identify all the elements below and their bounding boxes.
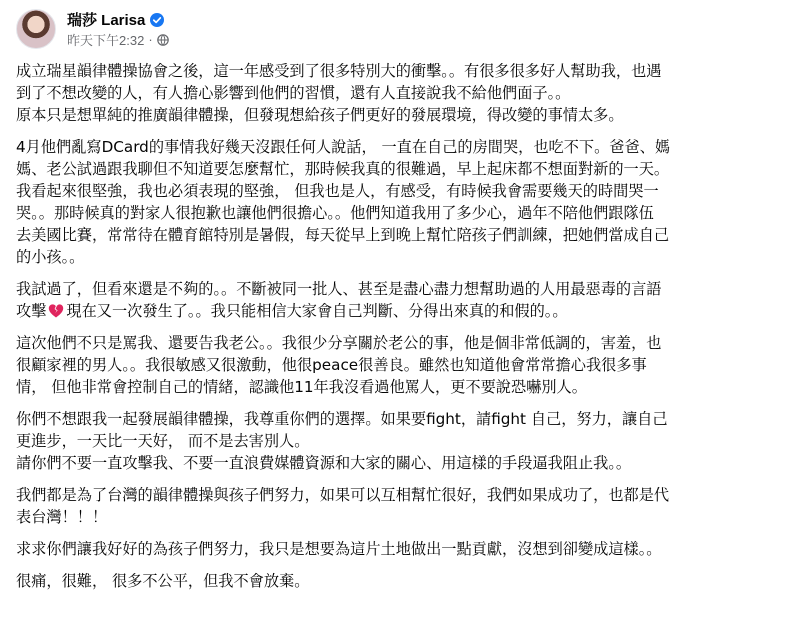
author-row — [67, 10, 169, 30]
paragraph-8 — [16, 570, 786, 592]
text-line: 成立瑞星韻律體操協會之後，這一年感受到了很多特別大的衝擊。。有很多很多好人幫助我，也遇 — [16, 62, 662, 80]
text-line: 媽、老公試過跟我聊但不知道要怎麼幫忙，那時候我真的很難過，早上起床都不想面對新的一天。 — [16, 160, 670, 178]
text-segment: 現在又一次發生了。。我只能相信大家會自己判斷、分得出來真的和假的。。 — [66, 302, 568, 320]
paragraph-4 — [16, 332, 786, 398]
text-line: 我看起來很堅強，我也必須表現的堅強， 但我也是人，有感受，有時候我會需要幾天的時間哭一 — [16, 182, 659, 200]
text-line: 4月他們亂寫DCard的事情我好幾天沒跟任何人說話， 一直在自己的房間哭，也吃不下。爸爸、媽 — [16, 138, 671, 156]
text-line: 更進步，一天比一天好， 而不是去害別人。 — [16, 432, 310, 450]
text-line: 情， 但他非常會控制自己的情緒，認識他11年我沒看過他罵人，更不要說恐嚇別人。 — [16, 378, 587, 396]
text-line: 的小孩。。 — [16, 248, 85, 266]
paragraph-6 — [16, 484, 786, 528]
text-line: 很顧家裡的男人。。我很敏感又很激動，他很peace很善良。雖然也知道他會常常擔心我很多事 — [16, 356, 647, 374]
avatar[interactable] — [16, 9, 56, 49]
text-line: 你們不想跟我一起發展韻律體操，我尊重你們的選擇。如果要fight，請fight 自己，努力，讓自己 — [16, 410, 668, 428]
text-line: 哭。。那時候真的對家人很抱歉也讓他們很擔心。。他們知道我用了多少心，過年不陪他們跟隊伍 — [16, 204, 654, 222]
post-meta — [67, 10, 169, 49]
paragraph-2 — [16, 136, 786, 268]
broken-heart-icon — [48, 303, 64, 319]
text-line: 我試過了，但看來還是不夠的。。不斷被同一批人、甚至是盡心盡力想幫助過的人用最惡毒的言語 — [16, 280, 662, 298]
paragraph-3 — [16, 278, 786, 322]
text-line: 表台灣！！！ — [16, 508, 108, 526]
paragraph-1 — [16, 60, 786, 126]
author-name[interactable]: 瑞莎 Larisa — [67, 12, 146, 29]
text-line: 求求你們讓我好好的為孩子們努力，我只是想要為這片土地做出一點貢獻，沒想到卻變成這樣。。 — [16, 540, 662, 558]
separator-dot: · — [148, 32, 153, 47]
post-body — [16, 60, 786, 602]
text-line: 請你們不要一直攻擊我、不要一直浪費媒體資源和大家的關心、用這樣的手段逼我阻止我。。 — [16, 454, 632, 472]
post-header — [16, 4, 169, 54]
text-line: 到了不想改變的人，有人擔心影響到他們的習慣，還有人直接說我不給他們面子。。 — [16, 84, 571, 102]
paragraph-5 — [16, 408, 786, 474]
post-timestamp[interactable]: 昨天下午2:32 — [67, 33, 145, 48]
paragraph-7 — [16, 538, 786, 560]
text-line: 去美國比賽，常常待在體育館特別是暑假，每天從早上到晚上幫忙陪孩子們訓練，把她們當成自己 — [16, 226, 670, 244]
text-line — [16, 300, 786, 322]
text-line: 我們都是為了台灣的韻律體操與孩子們努力，如果可以互相幫忙很好，我們如果成功了，也都是代 — [16, 486, 670, 504]
text-line: 這次他們不只是罵我、還要告我老公。。我很少分享關於老公的事，他是個非常低調的，害羞，也 — [16, 334, 662, 352]
text-line: 很痛，很難， 很多不公平，但我不會放棄。 — [16, 572, 310, 590]
post-time-row — [67, 31, 169, 49]
text-line: 原本只是想單純的推廣韻律體操，但發現想給孩子們更好的發展環境，得改變的事情太多。 — [16, 106, 624, 124]
verified-badge-icon — [150, 13, 164, 27]
globe-icon[interactable] — [157, 34, 169, 46]
text-segment: 攻擊 — [16, 302, 47, 320]
